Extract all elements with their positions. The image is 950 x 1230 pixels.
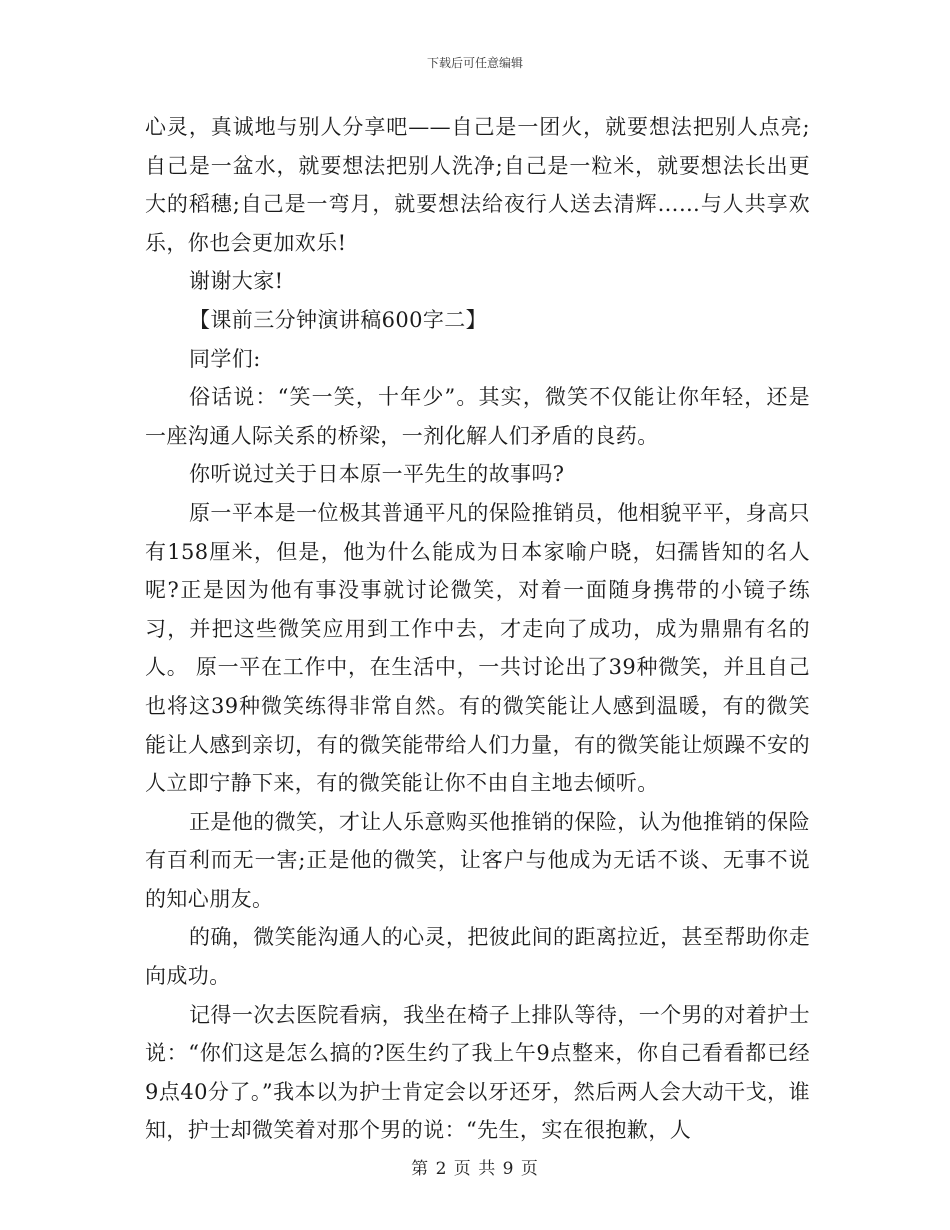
paragraph-9: 的确，微笑能沟通人的心灵，把彼此间的距离拉近，甚至帮助你走向成功。	[145, 925, 810, 989]
header-note: 下载后可任意编辑	[426, 56, 523, 70]
paragraph-6: 你听说过关于日本原一平先生的故事吗?	[189, 462, 565, 487]
document-body	[145, 108, 810, 1150]
paragraph-2: 谢谢大家!	[189, 269, 284, 294]
paragraph-7: 原一平本是一位极其普通平凡的保险推销员，他相貌平平，身高只有158厘米，但是，他为什么能成为日本家喻户晓，妇孺皆知的名人呢?正是因为他有事没事就讨论微笑，对着一面随身携带的小镜子练习，并把这些微笑应用到工作中去，才走向了成功，成为鼎鼎有名的人。 原一平在工作中，在生活中，一共讨论出了39种微笑，并且自己也将这39种微笑练得非常自然。有的微笑能让人感到温暖，有的微笑能让人感到亲切，有的微笑能带给人们力量，有的微笑能让烦躁不安的人立即宁静下来，有的微笑能让你不由自主地去倾听。	[145, 500, 810, 796]
section-title: 【课前三分钟演讲稿600字二】	[189, 307, 488, 332]
page-number: 第 2 页 共 9 页	[411, 1159, 539, 1179]
salutation: 同学们:	[189, 346, 261, 371]
paragraph-1: 心灵，真诚地与别人分享吧——自己是一团火，就要想法把别人点亮;自己是一盆水，就要想法把别人洗净;自己是一粒米，就要想法长出更大的稻穗;自己是一弯月，就要想法给夜行人送去清辉……与人共享欢乐，你也会更加欢乐!	[145, 115, 810, 255]
paragraph-8: 正是他的微笑，才让人乐意购买他推销的保险，认为他推销的保险有百利而无一害;正是他的微笑，让客户与他成为无话不谈、无事不说的知心朋友。	[145, 809, 810, 911]
paragraph-10: 记得一次去医院看病，我坐在椅子上排队等待，一个男的对着护士说：“你们这是怎么搞的?医生约了我上午9点整来，你自己看看都已经9点40分了。”我本以为护士肯定会以牙还牙，然后两人会大动干戈，谁知，护士却微笑着对那个男的说：“先生，实在很抱歉，人	[145, 1002, 810, 1143]
paragraph-5: 俗话说：“笑一笑，十年少”。其实，微笑不仅能让你年轻，还是一座沟通人际关系的桥梁，一剂化解人们矛盾的良药。	[145, 385, 810, 448]
